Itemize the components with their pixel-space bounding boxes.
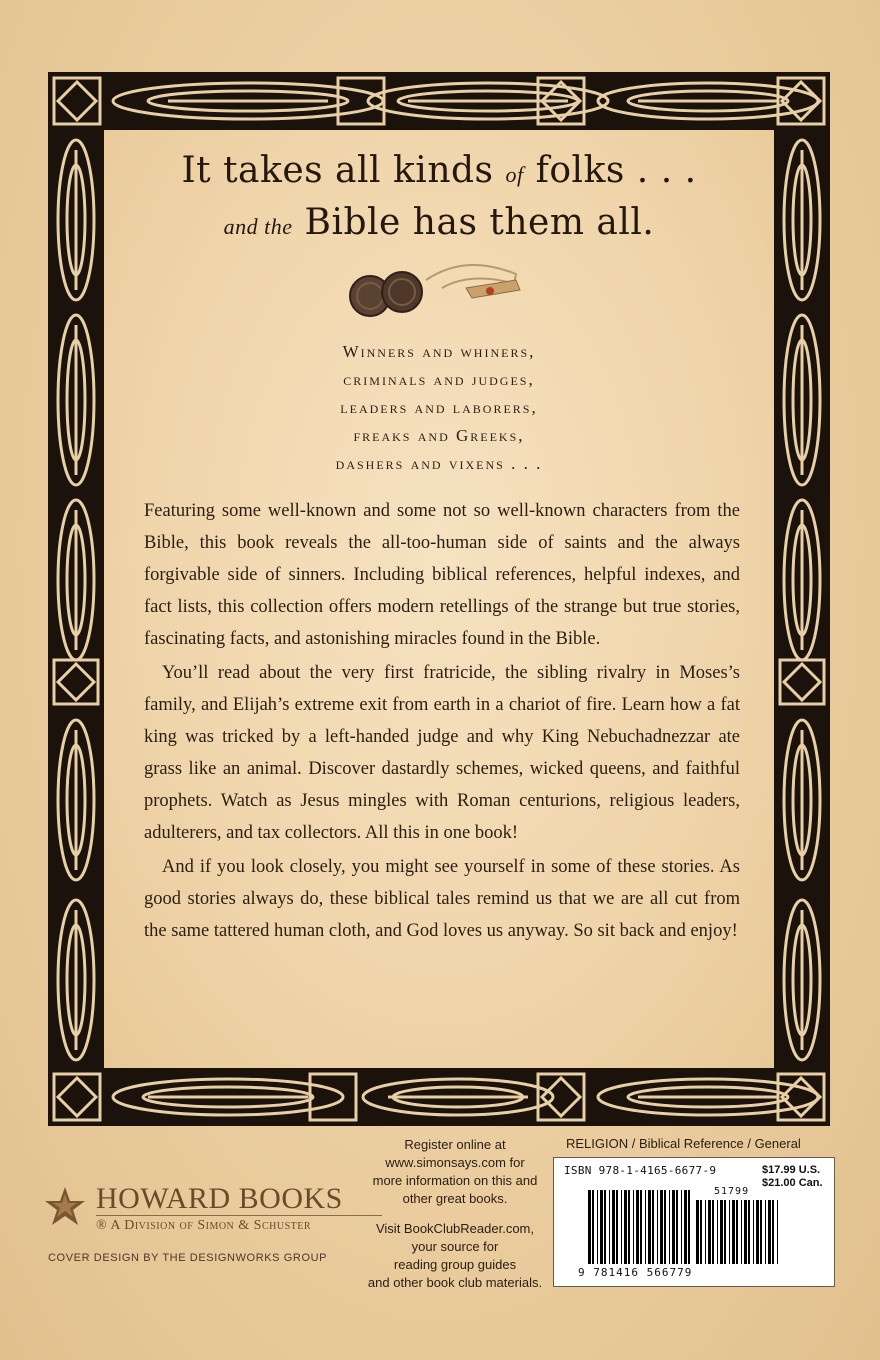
description-paragraph: You’ll read about the very first fratricide, the sibling rivalry in Moses’s family, and Elijah’s extreme exit from earth in a chariot of fire. Learn how a fat king was tricked by a left-handed judge and why King Nebuchadnezzar ate grass like an animal. Discover dastardly schemes, wicked queens, and faithful prophets. Watch as Jesus mingles with Roman centurions, religious leaders, adulterers, and tax collectors. All this in one book! [144, 663, 740, 843]
price-can: $21.00 Can. [762, 1177, 823, 1189]
register-line: more information on this and [372, 1173, 538, 1188]
headline-2-script: and the [223, 214, 293, 239]
headline-line-2 [104, 202, 774, 243]
addon-code: 51799 [714, 1186, 750, 1197]
headline-line-1 [104, 150, 774, 191]
registered-mark: ® [96, 1218, 108, 1233]
register-line: your source for [411, 1239, 499, 1254]
verse-line: Winners and whiners, [342, 342, 536, 361]
ean-code: 9 781416 566779 [578, 1266, 693, 1279]
publisher-division: ® A Division of Simon & Schuster [96, 1218, 312, 1233]
barcode-addon [696, 1200, 780, 1264]
description-paragraph: Featuring some well-known and some not so well-known characters from the Bible, this book reveals the all-too-human side of saints and the always forgivable side of sinners. Including biblical references, helpful indexes, and fact lists, this collection offers modern retellings of the strange but true stories, fascinating facts, and astonishing miracles found in the Bible. [144, 501, 740, 649]
headline-1-pre: It takes all kinds [181, 150, 494, 191]
star-logo-icon [42, 1184, 88, 1230]
register-line: Visit BookClubReader.com, [375, 1221, 534, 1236]
border-top [48, 72, 830, 130]
tagline-verse [104, 338, 774, 478]
headline-2-post: Bible has them all. [304, 202, 655, 243]
register-line: Register online at [404, 1137, 506, 1152]
register-line: reading group guides [393, 1257, 517, 1272]
publisher-logo [42, 1180, 352, 1240]
border-bottom [48, 1068, 830, 1126]
headline-1-post: folks . . . [535, 150, 697, 191]
description-paragraph: And if you look closely, you might see yourself in some of these stories. As good stories always do, these biblical tales remind us that we are all cut from the same tattered human cloth, and God loves us anyway. So sit back and enjoy! [144, 857, 740, 941]
border-left [48, 130, 104, 1068]
border-right [774, 130, 830, 1068]
register-info [360, 1136, 550, 1292]
price-us: $17.99 U.S. [762, 1164, 821, 1176]
verse-line: criminals and judges, [343, 370, 535, 389]
verse-line: freaks and Greeks, [353, 426, 525, 445]
description [144, 495, 740, 947]
register-line: and other book club materials. [367, 1275, 543, 1290]
publisher-name: HOWARD BOOKS [96, 1182, 343, 1215]
verse-line: leaders and laborers, [340, 398, 538, 417]
register-line: www.simonsays.com for [385, 1155, 525, 1170]
cover-design-credit: COVER DESIGN BY THE DESIGNWORKS GROUP [48, 1252, 328, 1264]
publisher-rule [96, 1215, 382, 1216]
coins-illustration [346, 258, 526, 320]
register-line: other great books. [402, 1191, 508, 1206]
isbn-text: ISBN 978-1-4165-6677-9 [564, 1164, 717, 1177]
category-label: RELIGION / Biblical Reference / General [566, 1136, 801, 1151]
verse-line: dashers and vixens . . . [335, 454, 543, 473]
headline-1-script: of [505, 162, 524, 187]
barcode-box [553, 1157, 835, 1287]
